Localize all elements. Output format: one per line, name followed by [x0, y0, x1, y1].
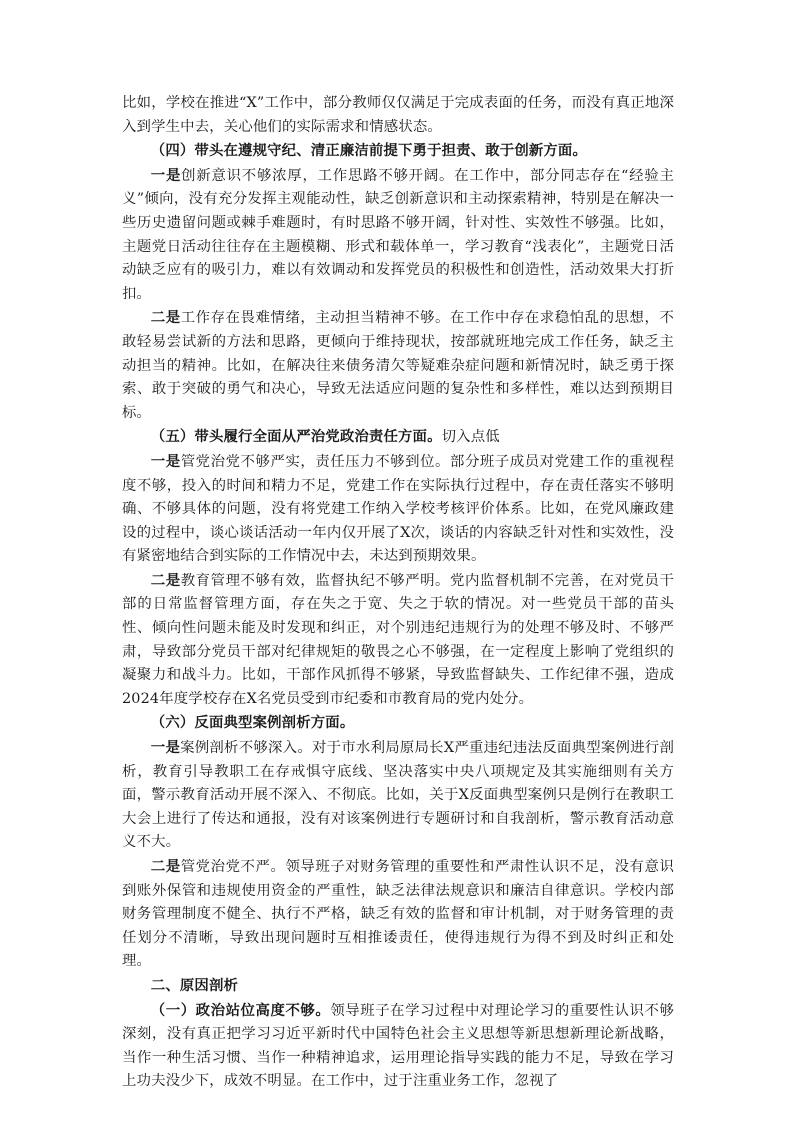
- paragraph-text: 教育管理不够有效，监督执纪不够严明。党内监督机制不完善，在对党员干部的日常监督管理方面，存在失之于宽、失之于软的情况。对一些党员干部的苗头性、倾向性问题未能及时发现和纠正，对个别违纪违规行为的处理不够及时、不够严肃，导致部分党员干部对纪律规矩的敬畏之心不够强，在一定程度上影响了党组织的凝聚力和战斗力。比如，干部作风抓得不够紧，导致监督缺失、工作纪律不强，造成2024年度学校存在X名党员受到市纪委和市教育局的党内处分。: [122, 572, 674, 707]
- paragraph-responsibility-2: [122, 569, 674, 712]
- paragraph-lead: 一是: [150, 166, 182, 184]
- paragraph-responsibility-1: [122, 450, 674, 569]
- section-heading-note: 切入点低: [441, 429, 500, 446]
- paragraph-cause-1: [122, 999, 674, 1094]
- paragraph-lead: 一是: [150, 739, 181, 757]
- paragraph-1: [122, 92, 674, 139]
- paragraph-innovation-2: [122, 306, 674, 425]
- paragraph-text: 案例剖析不够深入。对于市水利局原局长X严重违纪违法反面典型案例进行剖析，教育引导教职工在存戒惧守底线、坚决落实中央八项规定及其实施细则有关方面，警示教育活动开展不深入、不彻底。比如，关于X反面典型案例只是例行在教职工大会上进行了传达和通报，没有对该案例进行专题研讨和自我剖析，警示教育活动意义不大。: [122, 740, 674, 851]
- paragraph-text: 比如，学校在推进“X”工作中，部分教师仅仅满足于完成表面的任务，而没有真正地深入到学生中去，关心他们的实际需求和情感状态。: [122, 95, 674, 135]
- paragraph-head: （一）政治站位高度不够。: [150, 1001, 331, 1019]
- paragraph-text: 领导班子在学习过程中对理论学习的重要性认识不够深刻，没有真正把学习习近平新时代中国特色社会主义思想等新思想新理论新战略，当作一种生活习惯、当作一种精神追求，运用理论指导实践的能力不足，导致在学习上功夫没少下，成效不明显。在工作中，过于注重业务工作，忽视了: [122, 1002, 674, 1090]
- paragraph-text: 创新意识不够浓厚，工作思路不够开阔。在工作中，部分同志存在“经验主义”倾向，没有充分发挥主观能动性，缺乏创新意识和主动探索精神，特别是在解决一些历史遗留问题或棘手难题时，有时思路不够开阔，针对性、实效性不够强。比如，主题党日活动往往存在主题模糊、形式和载体单一，学习教育“浅表化”，主题党日活动缺乏应有的吸引力，难以有效调动和发挥党员的积极性和创造性，活动效果大打折扣。: [122, 167, 674, 302]
- section-heading-text: （四）带头在遵规守纪、清正廉洁前提下勇于担责、敢于创新方面。: [150, 142, 588, 160]
- paragraph-case-1: [122, 736, 674, 855]
- paragraph-lead: 二是: [150, 309, 181, 327]
- paragraph-text: 管党治党不严。领导班子对财务管理的重要性和严肃性认识不足，没有意识到账外保管和违规使用资金的严重性，缺乏法律法规意识和廉洁自律意识。学校内部财务管理制度不健全、执行不严格，缺乏有效的监督和审计机制，对于财务管理的责任划分不清晰，导致出现问题时互相推诿责任，使得违规行为得不到及时纠正和处理。: [122, 859, 674, 970]
- paragraph-innovation-1: [122, 164, 674, 307]
- section-heading-6: [122, 711, 674, 736]
- paragraph-lead: 二是: [150, 858, 181, 875]
- section-heading-text: 二、原因剖析: [150, 976, 239, 994]
- document-body: [122, 92, 674, 1094]
- section-heading-cause-analysis: [122, 974, 674, 999]
- section-heading-4: [122, 139, 674, 164]
- paragraph-lead: 一是: [150, 452, 181, 470]
- section-heading-text: （五）带头履行全面从严治党政治责任方面。: [150, 428, 442, 446]
- section-heading-text: （六）反面典型案例剖析方面。: [150, 714, 355, 732]
- paragraph-lead: 二是: [150, 571, 181, 589]
- section-heading-5: [122, 425, 674, 450]
- paragraph-case-2: [122, 855, 674, 974]
- paragraph-text: 管党治党不够严实，责任压力不够到位。部分班子成员对党建工作的重视程度不够，投入的时间和精力不足，党建工作在实际执行过程中，存在责任落实不够明确、不够具体的问题，没有将党建工作纳入学校考核评价体系。比如，在党风廉政建设的过程中，谈心谈话活动一年内仅开展了X次，谈话的内容缺乏针对性和实效性，没有紧密地结合到实际的工作情况中去，未达到预期效果。: [122, 453, 674, 565]
- paragraph-text: 工作存在畏难情绪，主动担当精神不够。在工作中存在求稳怕乱的思想，不敢轻易尝试新的方法和思路，更倾向于维持现状，按部就班地完成工作任务，缺乏主动担当的精神。比如，在解决往来债务清欠等疑难杂症问题和新情况时，缺乏勇于探索、敢于突破的勇气和决心，导致无法适应问题的复杂性和多样性，难以达到预期目标。: [122, 310, 674, 421]
